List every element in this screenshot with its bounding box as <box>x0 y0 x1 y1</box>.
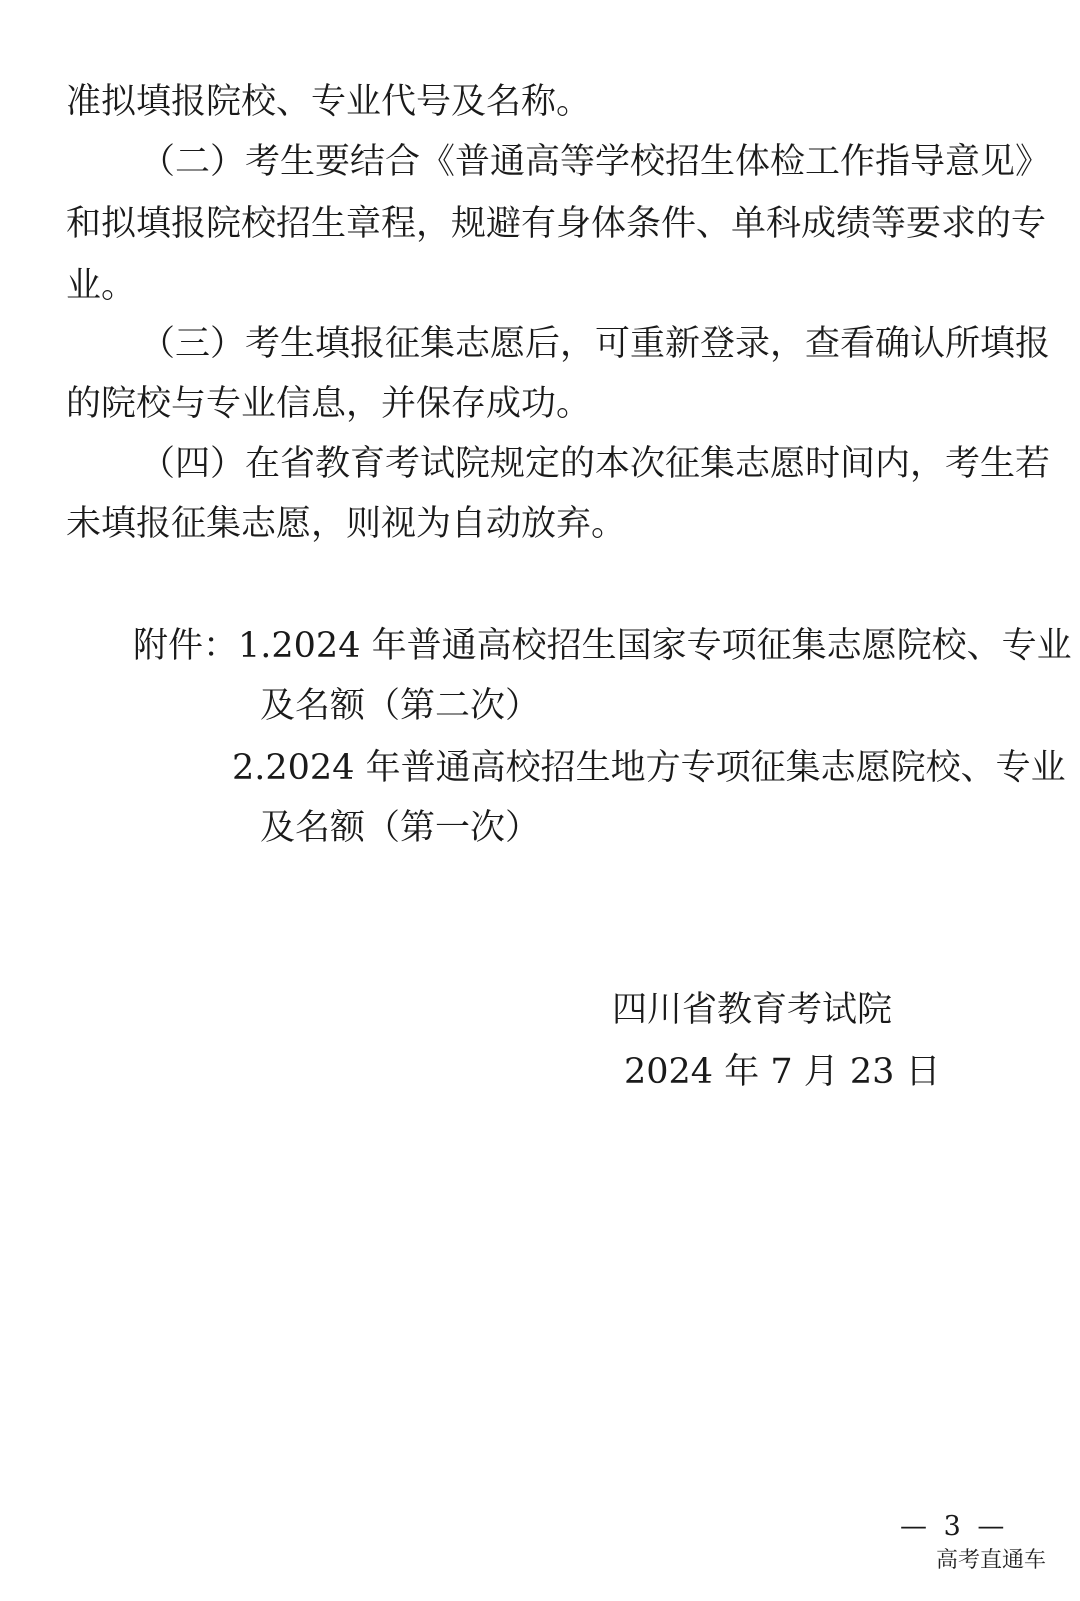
attachment-line: 及名额（第一次） <box>260 808 541 848</box>
paragraph-line: 未填报征集志愿，则视为自动放弃。 <box>66 504 627 544</box>
paragraph-line: 准拟填报院校、专业代号及名称。 <box>66 82 592 122</box>
page-number: — 3 — <box>900 1511 1009 1542</box>
paragraph-line: （三）考生填报征集志愿后，可重新登录，查看确认所填报 <box>140 324 1051 364</box>
paragraph-line: 的院校与专业信息，并保存成功。 <box>66 384 592 424</box>
attachment-line: 附件：1.2024 年普通高校招生国家专项征集志愿院校、专业 <box>133 626 1072 666</box>
paragraph-line: （二）考生要结合《普通高等学校招生体检工作指导意见》 <box>140 142 1051 182</box>
signature-date: 2024 年 7 月 23 日 <box>624 1052 941 1092</box>
attachment-line: 2.2024 年普通高校招生地方专项征集志愿院校、专业 <box>232 748 1066 788</box>
paragraph-line: 业。 <box>66 266 137 306</box>
watermark-text: 高考直通车 <box>935 1547 1046 1572</box>
signature-org: 四川省教育考试院 <box>612 990 893 1030</box>
paragraph-line: 和拟填报院校招生章程，规避有身体条件、单科成绩等要求的专 <box>66 204 1047 244</box>
paragraph-line: （四）在省教育考试院规定的本次征集志愿时间内，考生若 <box>140 444 1051 484</box>
attachment-line: 及名额（第二次） <box>260 686 541 726</box>
